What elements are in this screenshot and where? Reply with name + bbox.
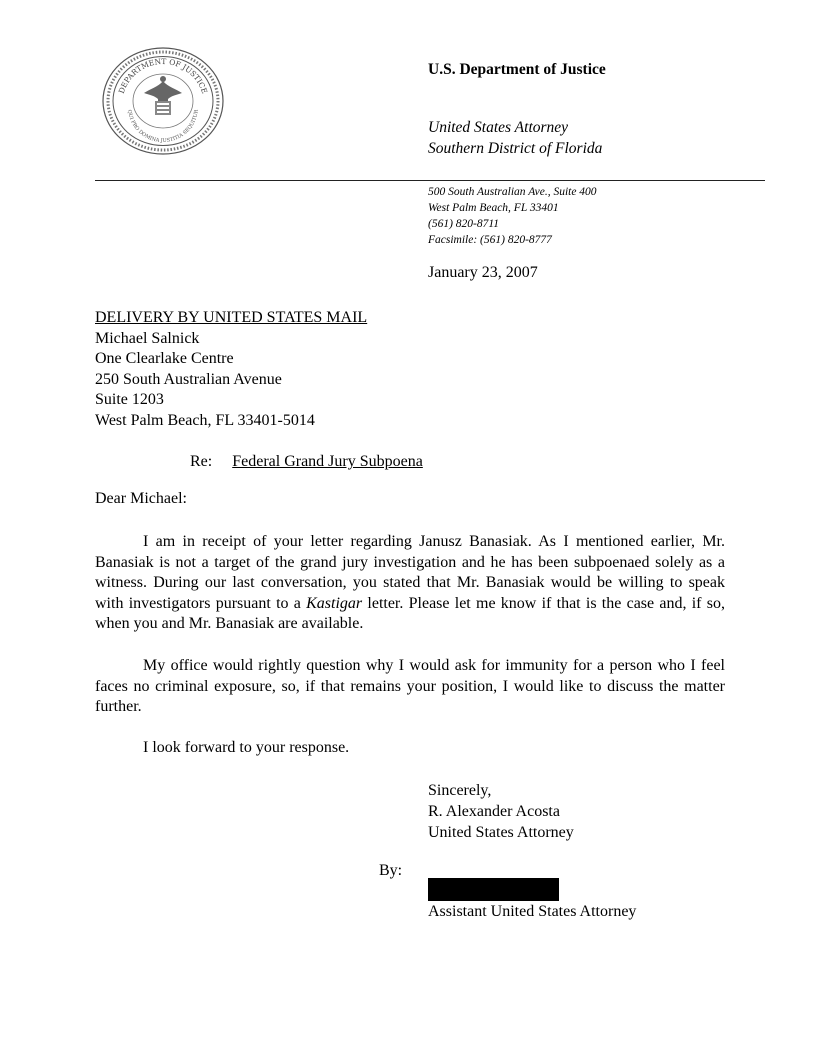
department-name: U.S. Department of Justice [428,61,606,78]
re-label: Re: [190,453,213,470]
signer-title: United States Attorney [428,824,574,841]
seal-inner-text: QUI PRO DOMINA JUSTITIA SEQUITUR [126,109,200,145]
recipient-line: Michael Salnick [95,329,200,347]
assistant-title: Assistant United States Attorney [428,903,637,920]
closing-block [428,780,574,843]
body-paragraph-3 [95,738,725,759]
district-name: Southern District of Florida [428,140,603,157]
recipient-block [95,308,367,431]
salutation: Dear Michael: [95,490,187,507]
address-block [428,184,597,248]
re-line [190,453,423,471]
doj-seal-icon [100,45,226,157]
delivery-method: DELIVERY BY UNITED STATES MAIL [95,309,368,326]
kastigar-term: Kastigar [306,594,363,612]
address-line-2: West Palm Beach, FL 33401 [428,202,559,214]
seal-outer-text: DEPARTMENT OF JUSTICE [116,56,210,95]
body-paragraph-2 [95,656,725,718]
header-divider [95,180,765,181]
closing-word: Sincerely, [428,782,492,799]
recipient-line: 250 South Australian Avenue [95,370,282,388]
phone-number: (561) 820-8711 [428,218,500,230]
paragraph-text: I look forward to your response. [143,739,350,756]
office-title: United States Attorney [428,119,569,136]
recipient-line: West Palm Beach, FL 33401-5014 [95,411,315,429]
recipient-line: One Clearlake Centre [95,350,234,367]
re-subject: Federal Grand Jury Subpoena [232,453,423,470]
paragraph-text: My office would rightly question why I would ask for immunity for a person who I feel faces no criminal exposure, so, if that remains your position, I would like to discuss the matter further. [95,657,725,715]
fax-number: Facsimile: (561) 820-8777 [428,234,552,246]
paragraph-text: I am in receipt of your letter regarding Janusz Banasiak. As I mentioned earlier, Mr. Banasiak is not a target of the grand jury investigation and he has been subpoenaed solely as a witness. During our last conversation, you stated that Mr. Banasiak would be willing to speak with investigators pursuant to a [95,533,725,612]
address-line-1: 500 South Australian Ave., Suite 400 [428,186,597,198]
recipient-line: Suite 1203 [95,391,164,408]
paragraph-text: letter. Please let me know if that is the case and, if so, when you and Mr. Banasiak are available. [95,594,725,632]
office-block [428,117,602,159]
signer-name: R. Alexander Acosta [428,803,560,820]
by-label: By: [379,862,403,879]
body-paragraph-1 [95,532,725,635]
letter-date: January 23, 2007 [428,264,538,281]
redacted-signature [428,878,559,901]
